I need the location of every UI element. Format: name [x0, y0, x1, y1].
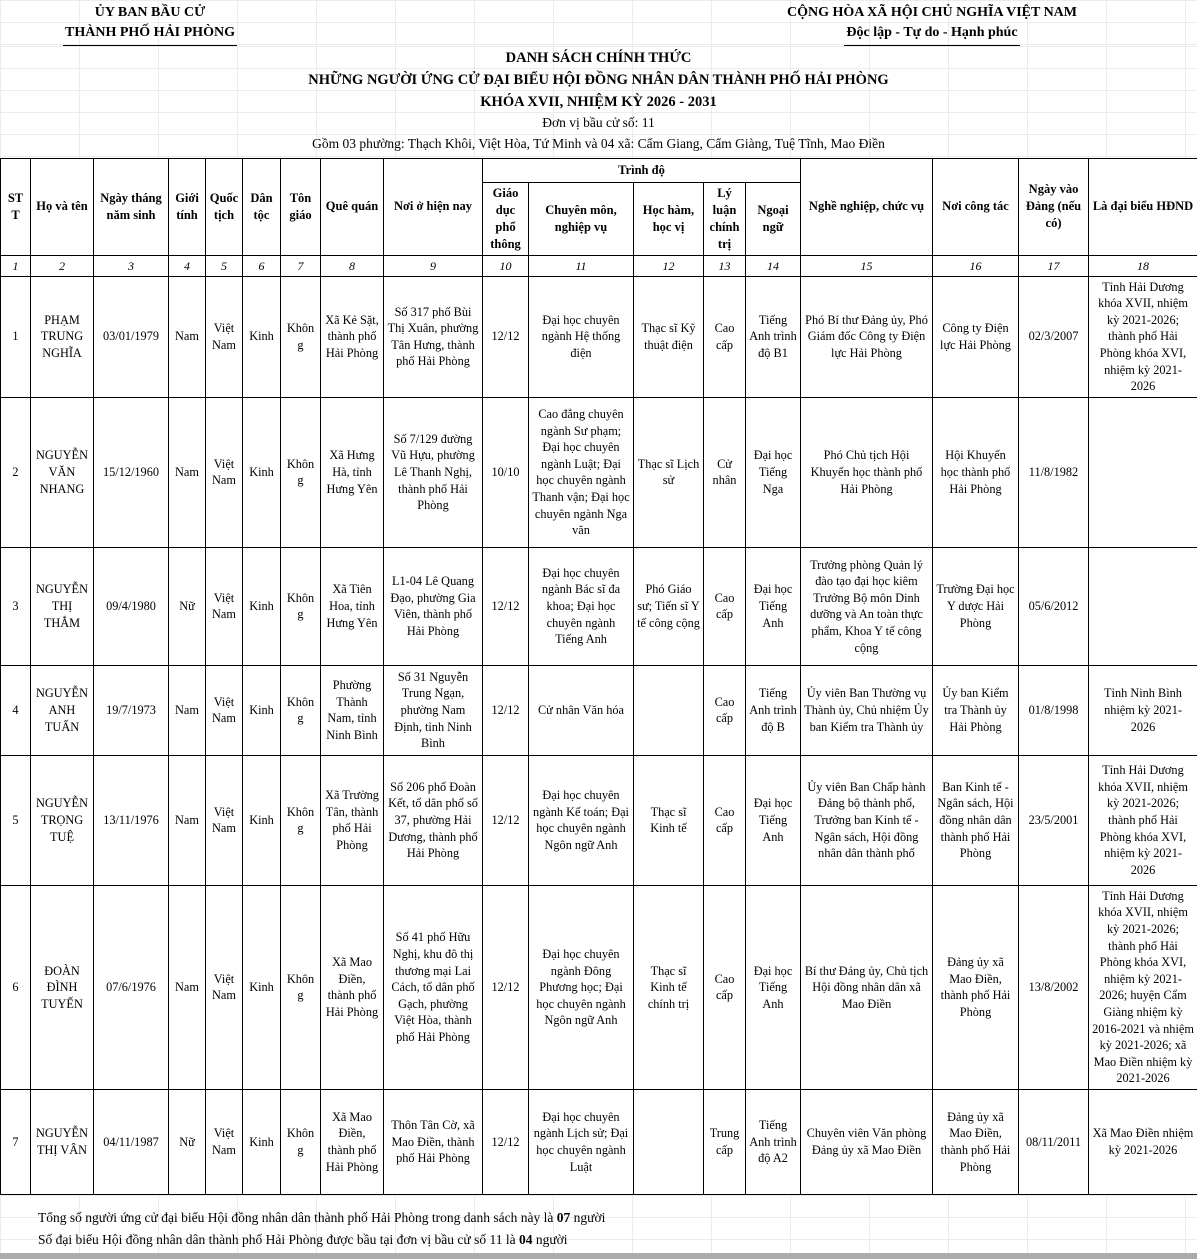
- cell-noi-o-hien-nay: Số 206 phố Đoàn Kết, tổ dân phố số 37, phường Hải Dương, thành phố Hải Phòng: [384, 755, 483, 885]
- cell-nghe-nghiep-chuc-vu: Chuyên viên Văn phòng Đảng ủy xã Mao Điền: [801, 1089, 933, 1194]
- cell-ngay-sinh: 13/11/1976: [94, 755, 169, 885]
- cell-ho-va-ten: NGUYỄN THỊ THẮM: [31, 547, 94, 665]
- cell-ho-va-ten: NGUYỄN TRỌNG TUỆ: [31, 755, 94, 885]
- header-stt: STT: [1, 159, 31, 256]
- header-noi-o-hien-nay: Nơi ở hiện nay: [384, 159, 483, 256]
- window-bottom-edge: [0, 1253, 1197, 1259]
- cell-giao-duc-pho-thong: 12/12: [483, 276, 529, 397]
- cell-nghe-nghiep-chuc-vu: Ủy viên Ban Thường vụ Thành ủy, Chủ nhiệm Ủy ban Kiểm tra Thành ủy: [801, 665, 933, 755]
- column-number-giao-duc-pho-thong: 10: [483, 255, 529, 276]
- header-ngoai-ngu: Ngoại ngữ: [746, 183, 801, 256]
- cell-ngay-sinh: 15/12/1960: [94, 397, 169, 547]
- cell-noi-o-hien-nay: L1-04 Lê Quang Đạo, phường Gia Viên, thành phố Hải Phòng: [384, 547, 483, 665]
- cell-stt: 4: [1, 665, 31, 755]
- cell-ton-giao: Không: [281, 665, 321, 755]
- cell-nghe-nghiep-chuc-vu: Bí thư Đảng ủy, Chủ tịch Hội đồng nhân dân xã Mao Điền: [801, 885, 933, 1089]
- cell-ho-va-ten: PHẠM TRUNG NGHĨA: [31, 276, 94, 397]
- cell-ly-luan-chinh-tri: Cao cấp: [704, 885, 746, 1089]
- column-number-ngay-sinh: 3: [94, 255, 169, 276]
- cell-la-dai-bieu-hdnd: Tỉnh Hải Dương khóa XVII, nhiệm kỳ 2021-2026; thành phố Hải Phòng khóa XVI, nhiệm kỳ 2021-2026: [1089, 755, 1197, 885]
- cell-la-dai-bieu-hdnd: Tỉnh Hải Dương khóa XVII, nhiệm kỳ 2021-2026; thành phố Hải Phòng khóa XVI, nhiệm kỳ 2021-2026; huyện Cẩm Giàng nhiệm kỳ 2016-2021 và nhiệm kỳ 2021-2026; xã Mao Điền nhiệm kỳ 2021-2026: [1089, 885, 1197, 1089]
- cell-stt: 7: [1, 1089, 31, 1194]
- cell-giao-duc-pho-thong: 12/12: [483, 665, 529, 755]
- column-number-row: [1, 255, 1197, 276]
- cell-quoc-tich: Việt Nam: [206, 547, 243, 665]
- document-title-line1: DANH SÁCH CHÍNH THỨC: [0, 48, 1197, 70]
- cell-ngay-vao-dang: 05/6/2012: [1019, 547, 1089, 665]
- header-ngay-vao-dang: Ngày vào Đảng (nếu có): [1019, 159, 1089, 256]
- cell-ho-va-ten: NGUYỄN THỊ VÂN: [31, 1089, 94, 1194]
- cell-ho-va-ten: ĐOÀN ĐÌNH TUYẾN: [31, 885, 94, 1089]
- cell-nghe-nghiep-chuc-vu: Phó Chủ tịch Hội Khuyến học thành phố Hải Phòng: [801, 397, 933, 547]
- cell-que-quan: Phường Thành Nam, tỉnh Ninh Bình: [321, 665, 384, 755]
- table-row: [1, 665, 1197, 755]
- cell-ly-luan-chinh-tri: Cử nhân: [704, 397, 746, 547]
- cell-la-dai-bieu-hdnd: Tỉnh Ninh Bình nhiệm kỳ 2021-2026: [1089, 665, 1197, 755]
- cell-gioi-tinh: Nam: [169, 397, 206, 547]
- cell-ho-va-ten: NGUYỄN VĂN NHANG: [31, 397, 94, 547]
- column-number-la-dai-bieu-hdnd: 18: [1089, 255, 1197, 276]
- cell-stt: 6: [1, 885, 31, 1089]
- column-number-noi-cong-tac: 16: [933, 255, 1019, 276]
- cell-dan-toc: Kinh: [243, 397, 281, 547]
- cell-hoc-ham-hoc-vi: [634, 665, 704, 755]
- cell-ngay-vao-dang: 02/3/2007: [1019, 276, 1089, 397]
- cell-quoc-tich: Việt Nam: [206, 276, 243, 397]
- cell-ho-va-ten: NGUYỄN ANH TUẤN: [31, 665, 94, 755]
- cell-ngay-vao-dang: 08/11/2011: [1019, 1089, 1089, 1194]
- table-row: [1, 397, 1197, 547]
- cell-ngoai-ngu: Tiếng Anh trình độ B1: [746, 276, 801, 397]
- cell-ton-giao: Không: [281, 547, 321, 665]
- cell-chuyen-mon-nghiep-vu: Đại học chuyên ngành Bác sĩ đa khoa; Đại học chuyên ngành Tiếng Anh: [529, 547, 634, 665]
- cell-ngay-sinh: 09/4/1980: [94, 547, 169, 665]
- cell-noi-cong-tac: Công ty Điện lực Hải Phòng: [933, 276, 1019, 397]
- total-candidates-text: Tổng số người ứng cử đại biểu Hội đồng nhân dân thành phố Hải Phòng trong danh sách này là: [38, 1210, 557, 1225]
- cell-chuyen-mon-nghiep-vu: Đại học chuyên ngành Hệ thống điện: [529, 276, 634, 397]
- cell-ngoai-ngu: Đại học Tiếng Anh: [746, 547, 801, 665]
- elected-seats-line: [0, 1229, 1197, 1251]
- column-number-gioi-tinh: 4: [169, 255, 206, 276]
- cell-chuyen-mon-nghiep-vu: Đại học chuyên ngành Kế toán; Đại học chuyên ngành Ngôn ngữ Anh: [529, 755, 634, 885]
- cell-noi-o-hien-nay: Số 41 phố Hữu Nghị, khu đô thị thương mại Lai Cách, tổ dân phố Gạch, phường Việt Hòa, thành phố Hải Phòng: [384, 885, 483, 1089]
- cell-noi-o-hien-nay: Số 31 Nguyễn Trung Ngạn, phường Nam Định, tỉnh Ninh Bình: [384, 665, 483, 755]
- elected-seats-text: Số đại biểu Hội đồng nhân dân thành phố Hải Phòng được bầu tại đơn vị bầu cử số 11 là: [38, 1232, 519, 1247]
- cell-ngay-sinh: 19/7/1973: [94, 665, 169, 755]
- cell-giao-duc-pho-thong: 12/12: [483, 755, 529, 885]
- cell-hoc-ham-hoc-vi: Thạc sĩ Kinh tế: [634, 755, 704, 885]
- cell-ngay-sinh: 04/11/1987: [94, 1089, 169, 1194]
- header-quoc-tich: Quốc tịch: [206, 159, 243, 256]
- cell-hoc-ham-hoc-vi: Thạc sĩ Kinh tế chính trị: [634, 885, 704, 1089]
- column-number-quoc-tich: 5: [206, 255, 243, 276]
- cell-noi-cong-tac: Hội Khuyến học thành phố Hải Phòng: [933, 397, 1019, 547]
- cell-ton-giao: Không: [281, 397, 321, 547]
- cell-chuyen-mon-nghiep-vu: Cử nhân Văn hóa: [529, 665, 634, 755]
- total-candidates-count: 07: [557, 1210, 571, 1225]
- header-chuyen-mon: Chuyên môn, nghiệp vụ: [529, 183, 634, 256]
- cell-nghe-nghiep-chuc-vu: Phó Bí thư Đảng ủy, Phó Giám đốc Công ty Điện lực Hải Phòng: [801, 276, 933, 397]
- cell-hoc-ham-hoc-vi: Thạc sĩ Lịch sử: [634, 397, 704, 547]
- cell-nghe-nghiep-chuc-vu: Trưởng phòng Quản lý đào tạo đại học kiêm Trưởng Bộ môn Dinh dưỡng và An toàn thực phẩm, Khoa Y tế công cộng: [801, 547, 933, 665]
- cell-noi-cong-tac: Ban Kinh tế - Ngân sách, Hội đồng nhân dân thành phố Hải Phòng: [933, 755, 1019, 885]
- cell-noi-cong-tac: Đảng ủy xã Mao Điền, thành phố Hải Phòng: [933, 885, 1019, 1089]
- cell-gioi-tinh: Nam: [169, 276, 206, 397]
- cell-stt: 1: [1, 276, 31, 397]
- cell-quoc-tich: Việt Nam: [206, 1089, 243, 1194]
- cell-hoc-ham-hoc-vi: Phó Giáo sư; Tiến sĩ Y tế công cộng: [634, 547, 704, 665]
- cell-ton-giao: Không: [281, 885, 321, 1089]
- cell-que-quan: Xã Kẻ Sặt, thành phố Hải Phòng: [321, 276, 384, 397]
- header-gioi-tinh: Giới tính: [169, 159, 206, 256]
- header-que-quan: Quê quán: [321, 159, 384, 256]
- cell-ly-luan-chinh-tri: Cao cấp: [704, 276, 746, 397]
- total-candidates-line: [0, 1207, 1197, 1229]
- column-number-ton-giao: 7: [281, 255, 321, 276]
- cell-hoc-ham-hoc-vi: Thạc sĩ Kỹ thuật điện: [634, 276, 704, 397]
- table-header: [1, 159, 1197, 277]
- cell-ngoai-ngu: Đại học Tiếng Anh: [746, 885, 801, 1089]
- table-row: [1, 1089, 1197, 1194]
- column-number-ngoai-ngu: 14: [746, 255, 801, 276]
- cell-dan-toc: Kinh: [243, 755, 281, 885]
- cell-ngoai-ngu: Tiếng Anh trình độ B: [746, 665, 801, 755]
- title-block: [0, 46, 1197, 158]
- total-candidates-suffix: người: [570, 1210, 605, 1225]
- cell-ngoai-ngu: Đại học Tiếng Nga: [746, 397, 801, 547]
- election-unit-detail: Gồm 03 phường: Thạch Khôi, Việt Hòa, Tứ Minh và 04 xã: Cẩm Giang, Cẩm Giàng, Tuệ Tĩnh, Mao Điền: [0, 134, 1197, 155]
- cell-que-quan: Xã Mao Điền, thành phố Hải Phòng: [321, 1089, 384, 1194]
- cell-ton-giao: Không: [281, 276, 321, 397]
- header-ton-giao: Tôn giáo: [281, 159, 321, 256]
- cell-gioi-tinh: Nam: [169, 665, 206, 755]
- cell-dan-toc: Kinh: [243, 276, 281, 397]
- cell-dan-toc: Kinh: [243, 885, 281, 1089]
- cell-que-quan: Xã Trường Tân, thành phố Hải Phòng: [321, 755, 384, 885]
- candidates-tbody: [1, 276, 1197, 1194]
- cell-ngoai-ngu: Đại học Tiếng Anh: [746, 755, 801, 885]
- document-title-line3: KHÓA XVII, NHIỆM KỲ 2026 - 2031: [0, 92, 1197, 114]
- cell-gioi-tinh: Nam: [169, 885, 206, 1089]
- cell-quoc-tich: Việt Nam: [206, 665, 243, 755]
- table-row: [1, 276, 1197, 397]
- header-ho-va-ten: Họ và tên: [31, 159, 94, 256]
- cell-ly-luan-chinh-tri: Trung cấp: [704, 1089, 746, 1194]
- table-row: [1, 547, 1197, 665]
- header-hoc-ham: Học hàm, học vị: [634, 183, 704, 256]
- column-number-nghe-nghiep-chuc-vu: 15: [801, 255, 933, 276]
- cell-giao-duc-pho-thong: 12/12: [483, 885, 529, 1089]
- cell-stt: 5: [1, 755, 31, 885]
- cell-ngoai-ngu: Tiếng Anh trình độ A2: [746, 1089, 801, 1194]
- header-giao-duc-pho-thong: Giáo dục phổ thông: [483, 183, 529, 256]
- cell-la-dai-bieu-hdnd: [1089, 397, 1197, 547]
- cell-dan-toc: Kinh: [243, 665, 281, 755]
- letterhead: [0, 0, 1197, 46]
- summary-footer: [0, 1195, 1197, 1253]
- document-title-line2: NHỮNG NGƯỜI ỨNG CỬ ĐẠI BIỂU HỘI ĐỒNG NHÂN DÂN THÀNH PHỐ HẢI PHÒNG: [0, 70, 1197, 92]
- header-nghe-nghiep: Nghề nghiệp, chức vụ: [801, 159, 933, 256]
- national-motto: [697, 0, 1167, 46]
- header-trinh-do-group: Trình độ: [483, 159, 801, 183]
- cell-chuyen-mon-nghiep-vu: Đại học chuyên ngành Lịch sử; Đại học chuyên ngành Luật: [529, 1089, 634, 1194]
- cell-la-dai-bieu-hdnd: Xã Mao Điền nhiệm kỳ 2021-2026: [1089, 1089, 1197, 1194]
- cell-ngay-sinh: 07/6/1976: [94, 885, 169, 1089]
- cell-nghe-nghiep-chuc-vu: Ủy viên Ban Chấp hành Đảng bộ thành phố, Trưởng ban Kinh tế - Ngân sách, Hội đồng nhân dân thành phố: [801, 755, 933, 885]
- cell-noi-cong-tac: Đảng ủy xã Mao Điền, thành phố Hải Phòng: [933, 1089, 1019, 1194]
- cell-stt: 3: [1, 547, 31, 665]
- cell-noi-o-hien-nay: Số 317 phố Bùi Thị Xuân, phường Tân Hưng, thành phố Hải Phòng: [384, 276, 483, 397]
- cell-chuyen-mon-nghiep-vu: Cao đẳng chuyên ngành Sư phạm; Đại học chuyên ngành Luật; Đại học chuyên ngành Thanh vận; Đại học chuyên ngành Nga văn: [529, 397, 634, 547]
- header-dan-toc: Dân tộc: [243, 159, 281, 256]
- issuing-authority: [0, 0, 300, 46]
- column-number-noi-o-hien-nay: 9: [384, 255, 483, 276]
- cell-quoc-tich: Việt Nam: [206, 397, 243, 547]
- cell-que-quan: Xã Tiên Hoa, tỉnh Hưng Yên: [321, 547, 384, 665]
- cell-que-quan: Xã Mao Điền, thành phố Hải Phòng: [321, 885, 384, 1089]
- column-number-ly-luan-chinh-tri: 13: [704, 255, 746, 276]
- motto-line1: CỘNG HÒA XÃ HỘI CHỦ NGHĨA VIỆT NAM: [697, 3, 1167, 23]
- column-number-ho-va-ten: 2: [31, 255, 94, 276]
- cell-ton-giao: Không: [281, 755, 321, 885]
- cell-stt: 2: [1, 397, 31, 547]
- cell-giao-duc-pho-thong: 10/10: [483, 397, 529, 547]
- cell-giao-duc-pho-thong: 12/12: [483, 547, 529, 665]
- cell-noi-cong-tac: Trường Đại học Y dược Hải Phòng: [933, 547, 1019, 665]
- column-number-chuyen-mon-nghiep-vu: 11: [529, 255, 634, 276]
- elected-seats-count: 04: [519, 1232, 533, 1247]
- column-number-stt: 1: [1, 255, 31, 276]
- column-number-que-quan: 8: [321, 255, 384, 276]
- cell-dan-toc: Kinh: [243, 547, 281, 665]
- column-number-ngay-vao-dang: 17: [1019, 255, 1089, 276]
- cell-ly-luan-chinh-tri: Cao cấp: [704, 755, 746, 885]
- header-ngay-sinh: Ngày tháng năm sinh: [94, 159, 169, 256]
- cell-ngay-vao-dang: 11/8/1982: [1019, 397, 1089, 547]
- cell-ly-luan-chinh-tri: Cao cấp: [704, 547, 746, 665]
- cell-chuyen-mon-nghiep-vu: Đại học chuyên ngành Đông Phương học; Đại học chuyên ngành Ngôn ngữ Anh: [529, 885, 634, 1089]
- candidates-table: [0, 158, 1197, 1195]
- cell-hoc-ham-hoc-vi: [634, 1089, 704, 1194]
- cell-la-dai-bieu-hdnd: [1089, 547, 1197, 665]
- cell-ngay-vao-dang: 13/8/2002: [1019, 885, 1089, 1089]
- table-row: [1, 755, 1197, 885]
- cell-gioi-tinh: Nữ: [169, 547, 206, 665]
- cell-gioi-tinh: Nam: [169, 755, 206, 885]
- cell-giao-duc-pho-thong: 12/12: [483, 1089, 529, 1194]
- cell-ngay-sinh: 03/01/1979: [94, 276, 169, 397]
- cell-noi-o-hien-nay: Số 7/129 đường Vũ Hựu, phường Lê Thanh Nghị, thành phố Hải Phòng: [384, 397, 483, 547]
- cell-ton-giao: Không: [281, 1089, 321, 1194]
- cell-ly-luan-chinh-tri: Cao cấp: [704, 665, 746, 755]
- column-number-dan-toc: 6: [243, 255, 281, 276]
- header-la-dai-bieu-hdnd: Là đại biểu HĐND: [1089, 159, 1197, 256]
- cell-que-quan: Xã Hưng Hà, tỉnh Hưng Yên: [321, 397, 384, 547]
- column-number-hoc-ham-hoc-vi: 12: [634, 255, 704, 276]
- election-unit: Đơn vị bầu cử số: 11: [0, 113, 1197, 134]
- cell-la-dai-bieu-hdnd: Tỉnh Hải Dương khóa XVII, nhiệm kỳ 2021-2026; thành phố Hải Phòng khóa XVI, nhiệm kỳ 2021-2026: [1089, 276, 1197, 397]
- cell-ngay-vao-dang: 01/8/1998: [1019, 665, 1089, 755]
- header-ly-luan: Lý luận chính trị: [704, 183, 746, 256]
- authority-line1: ỦY BAN BẦU CỬ: [0, 3, 300, 23]
- cell-noi-cong-tac: Ủy ban Kiểm tra Thành ủy Hải Phòng: [933, 665, 1019, 755]
- authority-line2: THÀNH PHỐ HẢI PHÒNG: [0, 23, 300, 45]
- cell-dan-toc: Kinh: [243, 1089, 281, 1194]
- elected-seats-suffix: người: [532, 1232, 567, 1247]
- cell-quoc-tich: Việt Nam: [206, 885, 243, 1089]
- table-row: [1, 885, 1197, 1089]
- cell-ngay-vao-dang: 23/5/2001: [1019, 755, 1089, 885]
- motto-line2: Độc lập - Tự do - Hạnh phúc: [697, 23, 1167, 45]
- header-noi-cong-tac: Nơi công tác: [933, 159, 1019, 256]
- cell-quoc-tich: Việt Nam: [206, 755, 243, 885]
- cell-noi-o-hien-nay: Thôn Tân Cờ, xã Mao Điền, thành phố Hải Phòng: [384, 1089, 483, 1194]
- cell-gioi-tinh: Nữ: [169, 1089, 206, 1194]
